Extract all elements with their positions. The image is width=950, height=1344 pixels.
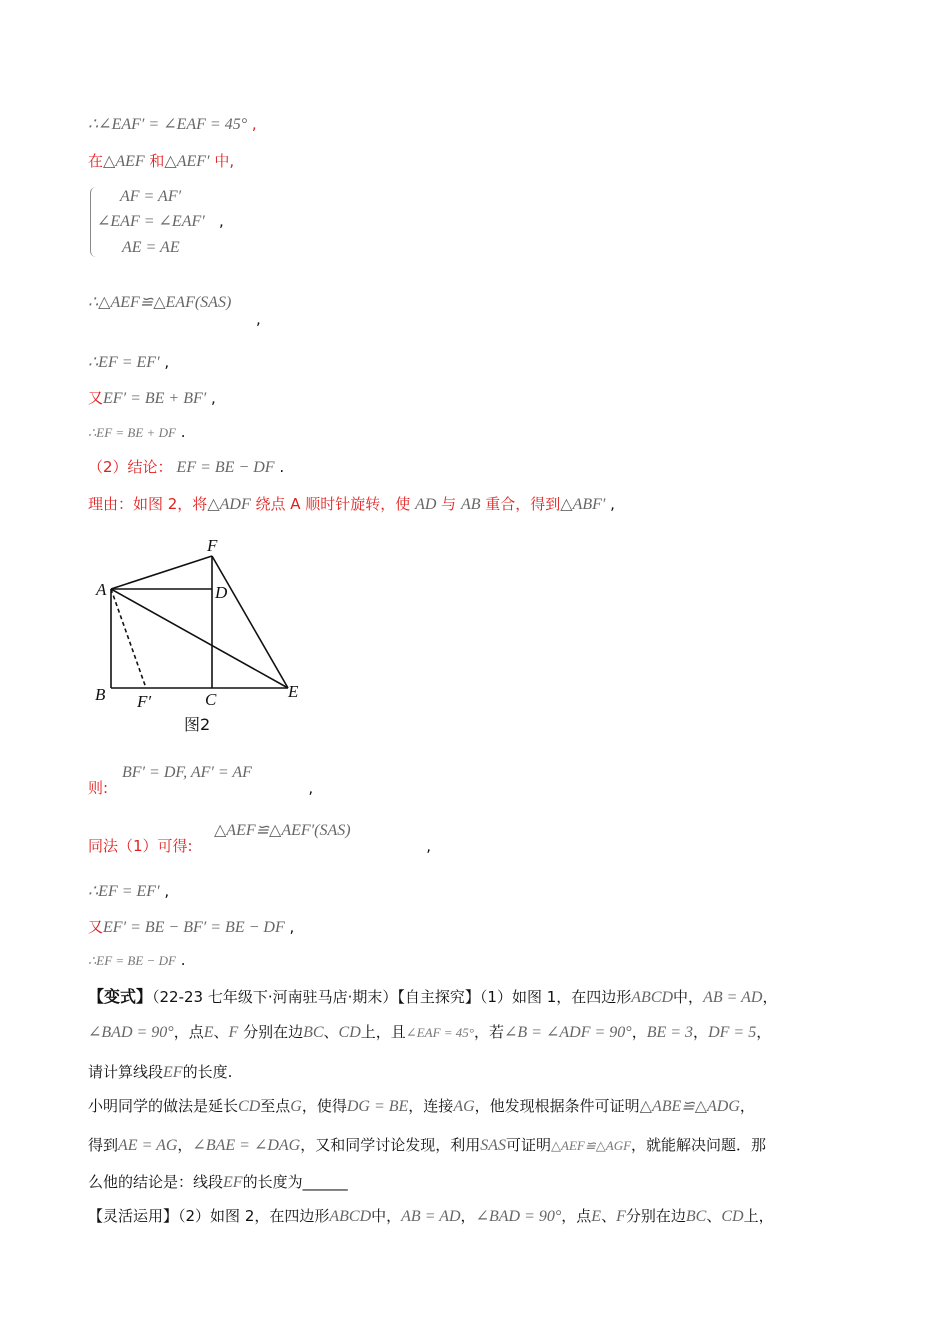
math-expression: △ABF′ xyxy=(560,496,606,513)
text-segment: 、 xyxy=(601,1207,617,1225)
math-expression: EF xyxy=(223,1174,243,1191)
math-expression: F xyxy=(616,1208,626,1225)
text-segment: （22-23 七年级下·河南驻马店·期末）【自主探究】（1）如图 1，在四边形 xyxy=(152,988,632,1006)
text-segment: 可证明 xyxy=(506,1136,552,1154)
text-segment: , xyxy=(159,882,170,900)
text-segment: 、 xyxy=(706,1207,722,1225)
segment-AF xyxy=(111,556,212,589)
text-segment: 重合，得到 xyxy=(480,495,561,513)
math-expression: EF xyxy=(163,1064,183,1081)
math-expression: EF′ = BE − BF′ = BE − DF xyxy=(103,919,285,936)
text-segment: 中， xyxy=(673,988,704,1006)
math-expression: ∠BAD = 90° xyxy=(88,1024,174,1041)
segment-AE xyxy=(111,589,288,688)
math-expression: ∠BAD = 90° xyxy=(475,1208,562,1225)
math-expression: BC xyxy=(685,1208,707,1225)
math-expression: CD xyxy=(721,1208,744,1225)
label-D: D xyxy=(215,583,228,602)
math-expression: AB = AD xyxy=(703,989,763,1006)
math-expression: AD xyxy=(415,496,437,513)
text-segment: 在 xyxy=(88,152,104,170)
text-segment: ， xyxy=(177,1136,193,1154)
math-expression: ∴EF = EF′ xyxy=(88,883,160,900)
text-segment: ， xyxy=(460,1207,476,1225)
math-expression: AB xyxy=(460,496,481,513)
text-segment: , xyxy=(192,837,432,855)
label-B: B xyxy=(95,685,106,704)
math-expression: ∴EF = BE − DF xyxy=(88,953,176,968)
text-segment: 、 xyxy=(213,1023,229,1041)
math-expression: ∴EF = BE + DF xyxy=(88,425,176,440)
text-segment: 又 xyxy=(88,918,104,936)
math-expression: SAS xyxy=(480,1137,507,1154)
text-segment: ，连接 xyxy=(408,1097,454,1115)
text-segment: 和 xyxy=(144,152,165,170)
text-segment: , xyxy=(256,310,261,328)
math-expression: △AEF′ xyxy=(164,153,210,170)
text-segment: 又 xyxy=(88,389,104,407)
math-expression: △AEF≌△AEF′(SAS) xyxy=(214,822,351,839)
math-expression: BC xyxy=(303,1024,324,1041)
text-segment: 【变式】 xyxy=(88,987,153,1006)
text-segment: . xyxy=(175,951,186,969)
math-expression: ∠EAF = ∠EAF′ xyxy=(97,213,205,230)
math-expression: △ADF xyxy=(207,496,251,513)
text-segment: ， xyxy=(631,1023,647,1041)
text-segment: 同法（1）可得: xyxy=(88,837,193,855)
text-segment: ，他发现根据条件可证明 xyxy=(474,1097,640,1115)
label-Fp: F′ xyxy=(137,692,152,711)
math-expression: AB = AD xyxy=(401,1208,461,1225)
text-segment: 分别在边 xyxy=(238,1023,304,1041)
math-expression: EF′ = BE + BF′ xyxy=(103,390,207,407)
text-segment: , xyxy=(108,779,314,797)
text-segment: 与 xyxy=(436,495,461,513)
text-segment: 中， xyxy=(371,1207,402,1225)
math-expression: △ABE≌△ADG xyxy=(639,1098,740,1115)
text-segment: ， xyxy=(762,988,778,1006)
text-segment: , xyxy=(159,353,170,371)
math-expression: AE = AE xyxy=(122,239,180,256)
math-expression: AG xyxy=(453,1098,475,1115)
math-expression: EF = BE − DF xyxy=(172,459,275,476)
text-segment: , xyxy=(247,115,257,133)
math-expression: ∴∠EAF′ = ∠EAF = 45° xyxy=(88,116,248,133)
text-segment: （2）结论： xyxy=(88,458,173,476)
text-segment: , xyxy=(605,495,615,513)
math-expression: G xyxy=(290,1098,302,1115)
text-segment: . xyxy=(175,423,186,441)
figure-caption: 图2 xyxy=(184,715,211,734)
math-expression: DF = 5 xyxy=(708,1024,757,1041)
text-segment: , xyxy=(284,918,295,936)
text-segment: 小明同学的做法是延长 xyxy=(88,1097,239,1115)
text-segment: 则: xyxy=(88,779,109,797)
math-expression: ∴△AEF≌△EAF(SAS) xyxy=(88,294,232,311)
text-segment: , xyxy=(206,389,216,407)
text-segment: 【灵活运用】（2）如图 2，在四边形 xyxy=(88,1207,330,1225)
text-segment: 请计算线段 xyxy=(88,1063,164,1081)
math-expression: △AEF xyxy=(103,153,145,170)
text-segment: ，点 xyxy=(561,1207,592,1225)
text-segment: 绕点 A 顺时针旋转，使 xyxy=(250,495,416,513)
segment-AFp xyxy=(111,589,146,688)
text-segment: ，就能解决问题．那 xyxy=(631,1136,767,1154)
math-expression: ∠B = ∠ADF = 90° xyxy=(504,1024,632,1041)
text-segment: 至点 xyxy=(260,1097,291,1115)
text-segment: , xyxy=(204,212,224,230)
text-segment: ， xyxy=(756,1023,772,1041)
math-expression: AF = AF′ xyxy=(120,188,182,205)
math-expression: ∠BAE = ∠DAG xyxy=(192,1137,301,1154)
text-segment: . xyxy=(274,458,285,476)
label-A: A xyxy=(96,580,107,599)
math-expression: F xyxy=(228,1024,239,1041)
math-expression: BF′ = DF, AF′ = AF xyxy=(122,764,252,781)
text-segment: 中, xyxy=(209,152,235,170)
text-segment: 上，且 xyxy=(360,1023,406,1041)
math-expression: ABCD xyxy=(631,989,674,1006)
text-segment: 的长度为______ xyxy=(242,1173,348,1191)
text-segment: ，点 xyxy=(173,1023,204,1041)
text-segment: 、 xyxy=(323,1023,339,1041)
text-segment: ， xyxy=(693,1023,709,1041)
text-segment: ，又和同学讨论发现，利用 xyxy=(300,1136,481,1154)
math-expression: ∠EAF = 45° xyxy=(405,1025,474,1040)
math-expression: E xyxy=(203,1024,214,1041)
math-expression: DG = BE xyxy=(346,1098,409,1115)
text-segment: 上， xyxy=(743,1207,774,1225)
text-segment: 得到 xyxy=(88,1136,119,1154)
label-C: C xyxy=(205,690,217,709)
text-segment: 理由：如图 2，将 xyxy=(88,495,208,513)
math-expression: △AEF≌△AGF xyxy=(551,1138,632,1153)
math-expression: AE = AG xyxy=(118,1137,178,1154)
text-segment: 么他的结论是：线段 xyxy=(88,1173,224,1191)
math-expression: E xyxy=(591,1208,602,1225)
label-E: E xyxy=(288,682,299,701)
text-segment: 的长度. xyxy=(182,1063,233,1081)
math-expression: ABCD xyxy=(329,1208,372,1225)
text-segment: 分别在边 xyxy=(625,1207,686,1225)
math-expression: BE = 3 xyxy=(646,1024,694,1041)
label-F: F xyxy=(207,536,218,555)
text-segment: ， xyxy=(739,1097,755,1115)
math-expression: CD xyxy=(338,1024,361,1041)
text-segment: ，若 xyxy=(473,1023,504,1041)
segment-FE xyxy=(212,556,288,688)
text-segment: ，使得 xyxy=(301,1097,347,1115)
math-expression: CD xyxy=(238,1098,261,1115)
math-expression: ∴EF = EF′ xyxy=(88,354,160,371)
